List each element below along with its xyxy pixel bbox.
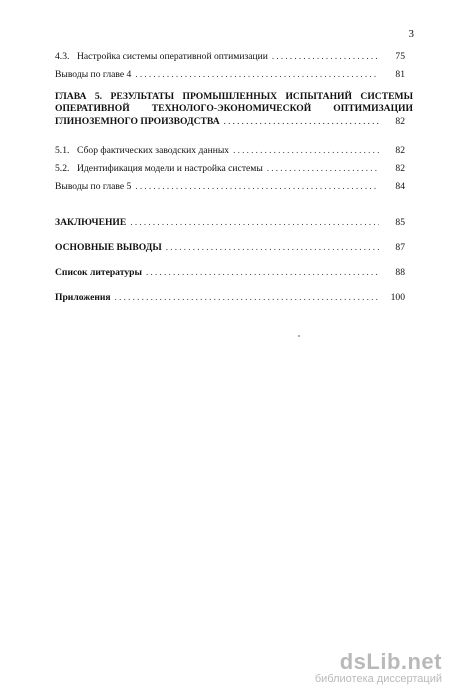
dot-leader <box>272 50 379 62</box>
dot-leader <box>135 180 379 192</box>
dot-leader <box>166 241 379 253</box>
toc-entry-number: 4.3. <box>55 51 70 62</box>
toc-entry-page: 87 <box>395 242 405 253</box>
toc-entry-page: 84 <box>395 181 405 192</box>
toc-entry-number: 5.1. <box>55 145 70 156</box>
toc-entry-page: 82 <box>395 116 405 127</box>
watermark-logo: dsLib.net <box>339 649 442 674</box>
toc-entry-number: 5.2. <box>55 163 70 174</box>
dot-leader <box>130 216 379 228</box>
toc-entry-page: 75 <box>395 51 405 62</box>
chapter-title-line-1: ГЛАВА 5. РЕЗУЛЬТАТЫ ПРОМЫШЛЕННЫХ ИСПЫТАНИЙ СИСТЕМЫ <box>55 91 413 102</box>
toc-entry-conclusions-ch4[interactable] <box>55 68 413 81</box>
toc-entry-page: 100 <box>390 292 405 303</box>
toc-entry-title: Выводы по главе 5 <box>55 181 132 192</box>
watermark <box>315 651 442 686</box>
toc-entry-main-findings[interactable] <box>55 241 413 254</box>
toc-entry-4-3[interactable] <box>55 50 413 63</box>
dot-leader <box>224 115 379 127</box>
toc-entry-references[interactable] <box>55 266 413 279</box>
toc-entry-page: 82 <box>395 145 405 156</box>
toc-entry-appendices[interactable] <box>55 291 413 304</box>
dot-leader <box>115 291 379 303</box>
chapter-title-text: ГЛИНОЗЕМНОГО ПРОИЗВОДСТВА <box>55 116 220 127</box>
dot-leader <box>146 266 379 278</box>
chapter-title-line-2: ОПЕРАТИВНОЙ ТЕХНОЛОГО-ЭКОНОМИЧЕСКОЙ ОПТИМИЗАЦИИ <box>55 103 413 114</box>
toc-chapter-5[interactable] <box>55 91 413 128</box>
toc-entry-conclusion[interactable] <box>55 216 413 229</box>
dot-leader <box>267 162 379 174</box>
toc-entry-page: 88 <box>395 267 405 278</box>
toc-entry-title: Идентификация модели и настройка системы <box>77 163 263 174</box>
dot-leader <box>135 68 379 80</box>
watermark-subtitle: библиотека диссертаций <box>314 673 442 685</box>
toc-entry-title: Сбор фактических заводских данных <box>77 145 230 156</box>
toc-entry-title: Приложения <box>55 292 111 303</box>
toc-entry-title: Список литературы <box>55 267 142 278</box>
toc-entry-title: Настройка системы оперативной оптимизации <box>77 51 268 62</box>
dot-leader <box>233 144 379 156</box>
chapter-title-line-3 <box>55 115 413 128</box>
scan-speck <box>298 335 300 337</box>
toc-entry-page: 82 <box>395 163 405 174</box>
toc-entry-title: ЗАКЛЮЧЕНИЕ <box>55 217 127 228</box>
toc-entry-page: 85 <box>395 217 405 228</box>
toc-entry-5-1[interactable] <box>55 144 413 157</box>
page-number: 3 <box>408 28 414 40</box>
toc-entry-conclusions-ch5[interactable] <box>55 180 413 193</box>
toc-entry-title: Выводы по главе 4 <box>55 69 132 80</box>
toc-entry-title: ОСНОВНЫЕ ВЫВОДЫ <box>55 242 162 253</box>
toc-entry-page: 81 <box>395 69 405 80</box>
toc-entry-5-2[interactable] <box>55 162 413 175</box>
